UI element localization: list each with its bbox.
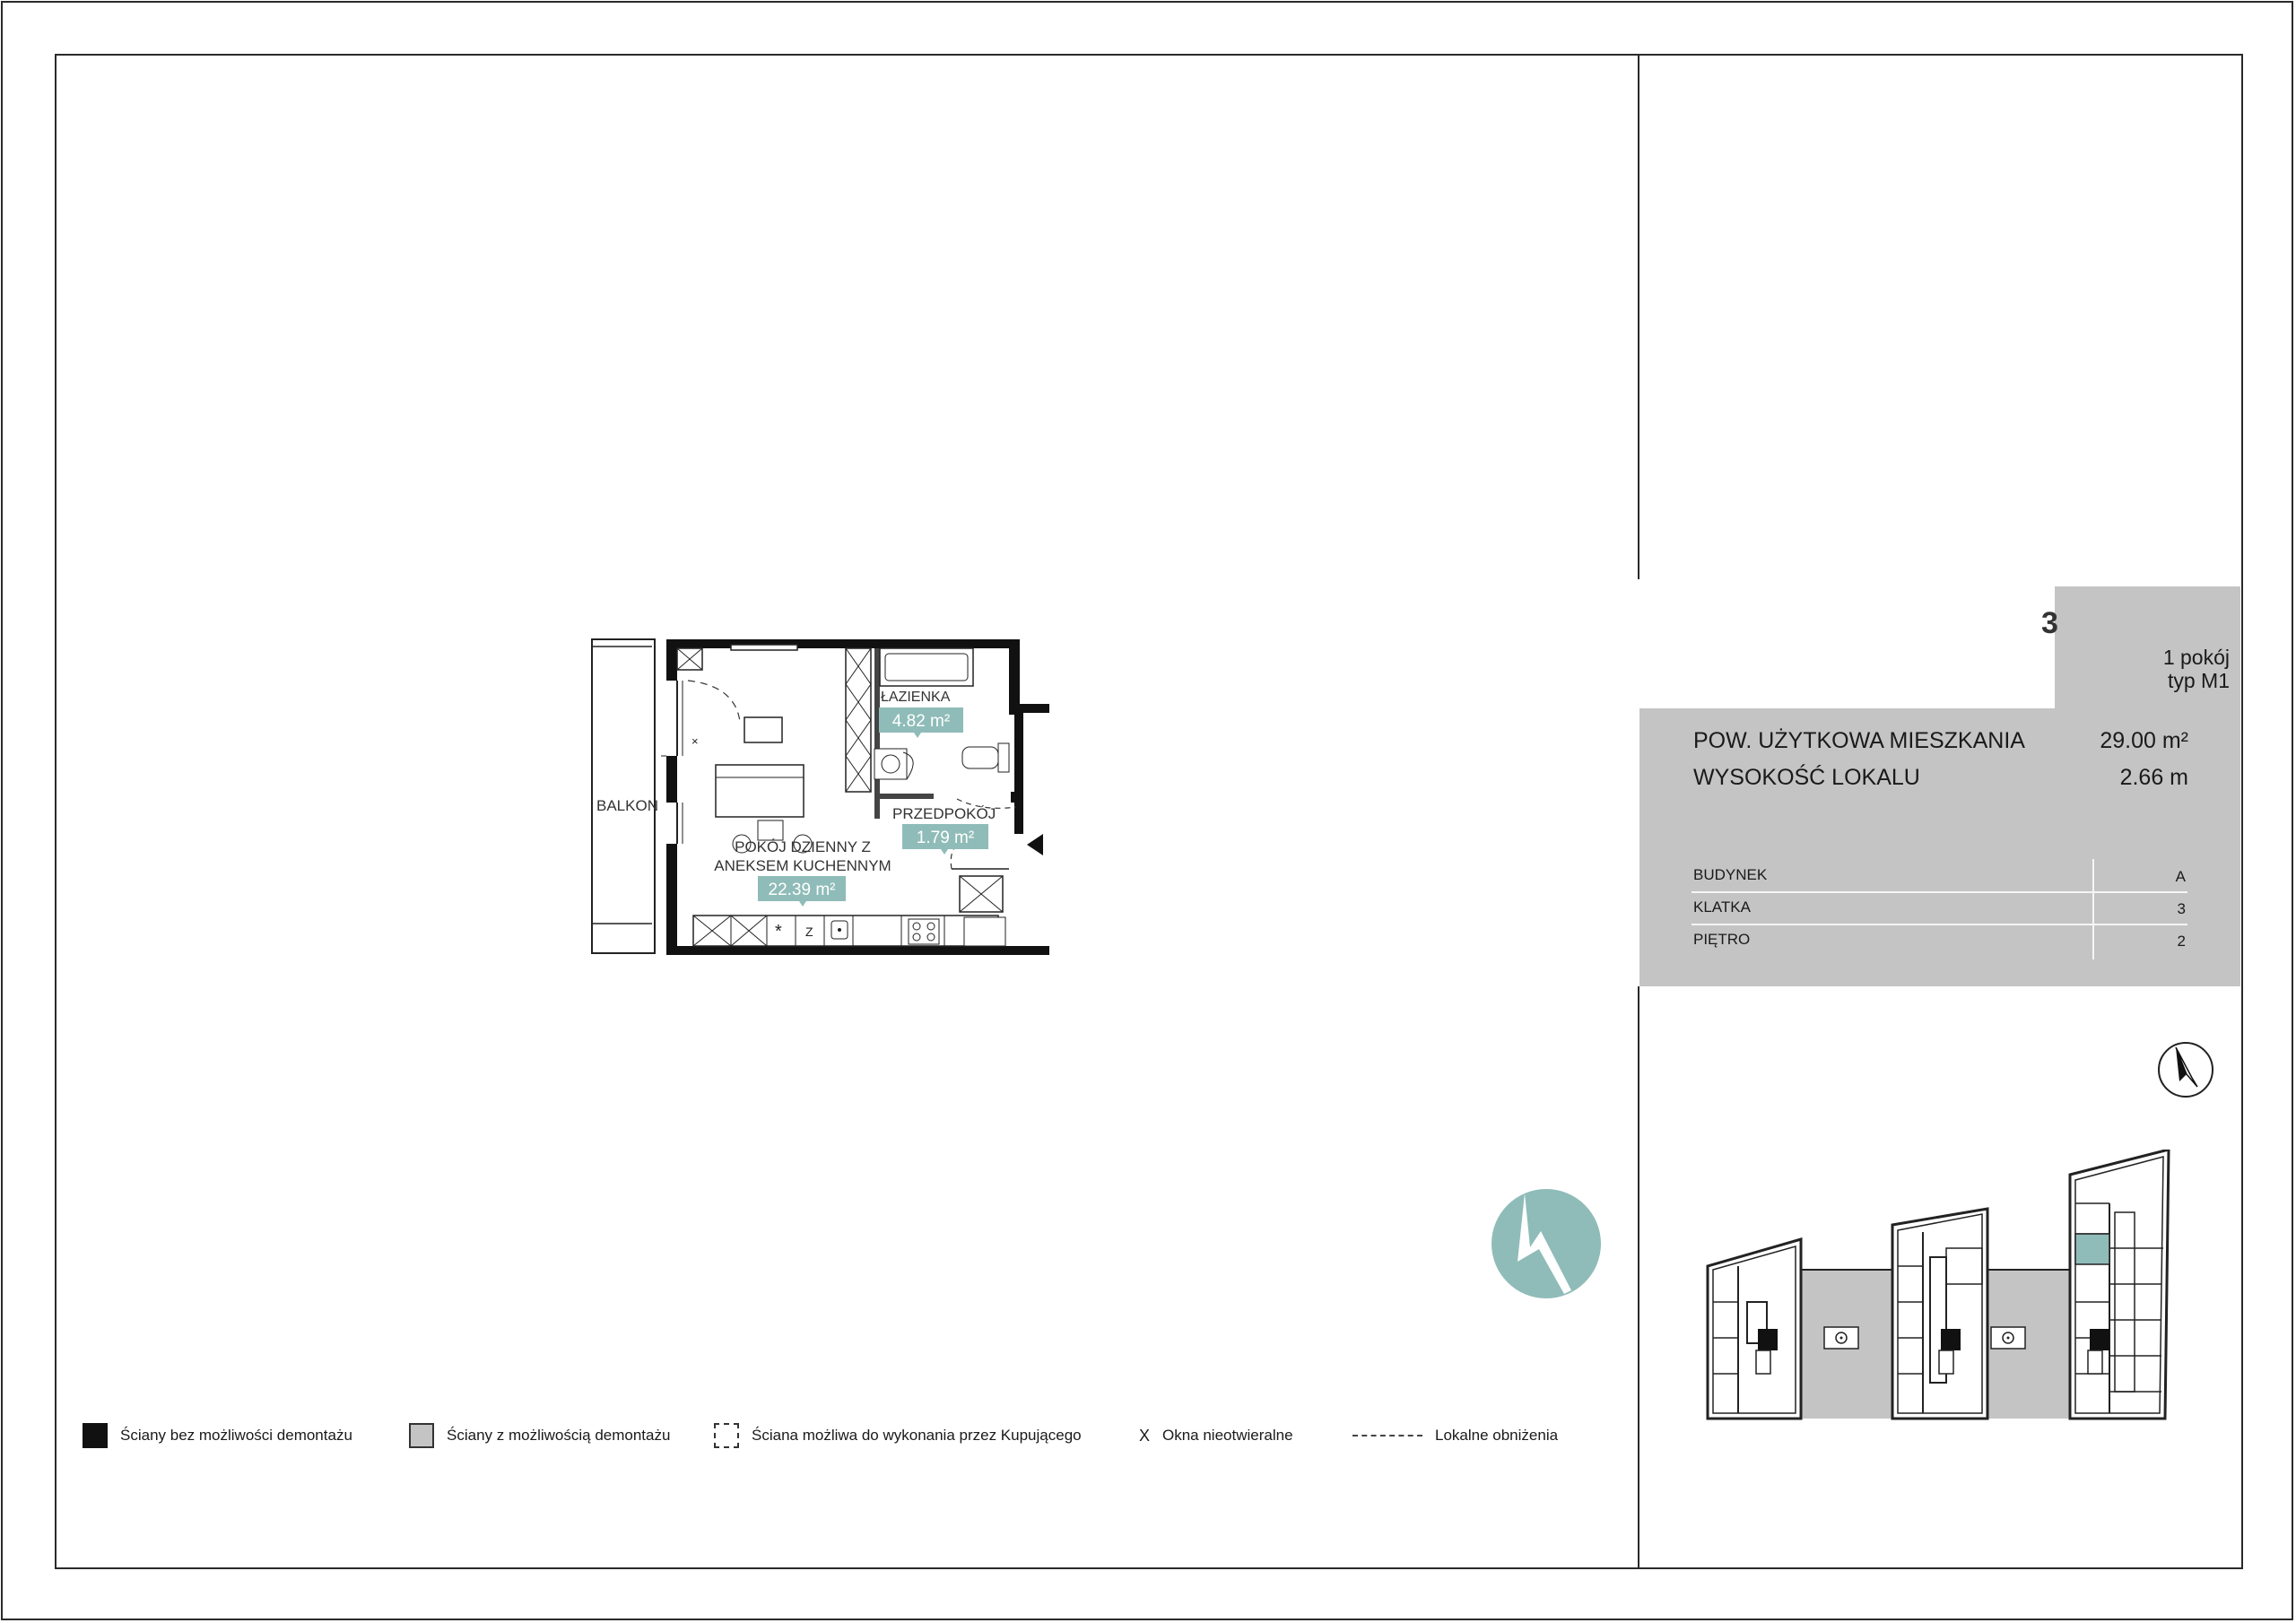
black-swatch-icon [83, 1423, 108, 1448]
meta-row-floor [1692, 925, 2187, 958]
height-value: 2.66 m [2119, 765, 2188, 790]
living-room-area: 22.39 m² [768, 881, 836, 899]
compass-icon [1491, 1188, 1602, 1299]
toilet [962, 747, 998, 768]
wall-bottom [666, 946, 1049, 955]
grey-swatch-icon [409, 1423, 434, 1448]
hall-area: 1.79 m² [916, 829, 975, 847]
panel-divider-bottom [1638, 986, 1639, 1569]
rooms-count: 1 pokój [2162, 646, 2230, 669]
legend-label: Ściany z możliwością demontażu [447, 1427, 671, 1444]
legend [81, 1419, 1632, 1452]
fridge-mark: Z [805, 924, 813, 939]
panel-divider-top [1638, 54, 1639, 579]
meta-label: PIĘTRO [1693, 931, 1751, 948]
balcony-label: BALKON [596, 797, 658, 814]
balcony-outline [592, 639, 655, 953]
north-arrow-icon [2156, 1040, 2215, 1099]
apartment-type-tab [2055, 586, 2240, 712]
legend-item-buyer-wall [714, 1419, 1082, 1452]
hall-label: PRZEDPOKÓJ [892, 805, 996, 822]
cooktop [909, 919, 939, 944]
meta-row-staircase [1692, 893, 2187, 925]
floor-plan [587, 632, 1049, 964]
meta-column-separator [2092, 859, 2094, 959]
washing-machine [874, 749, 907, 779]
meta-label: BUDYNEK [1693, 866, 1768, 883]
dashed-swatch-icon [714, 1423, 739, 1448]
sofa [716, 765, 804, 817]
bathroom-label: ŁAZIENKA [881, 690, 951, 705]
living-room-label-2: ANEKSEM KUCHENNYM [714, 857, 891, 874]
legend-label: Okna nieotwieralne [1162, 1427, 1293, 1444]
window-fixed-mark: × [691, 734, 699, 748]
meta-row-building [1692, 861, 2187, 893]
legend-label: Ściany bez możliwości demontażu [120, 1427, 352, 1444]
legend-item-fixed-windows [1132, 1419, 1293, 1452]
meta-value: 3 [2177, 900, 2186, 917]
meta-value: 2 [2177, 933, 2186, 950]
entrance-arrow-icon [1027, 834, 1043, 855]
legend-item-lowered-ceiling [1352, 1419, 1558, 1452]
freezer-mark: * [775, 922, 782, 942]
meta-label: KLATKA [1693, 898, 1751, 916]
bathroom-area: 4.82 m² [891, 712, 951, 731]
legend-item-removable-walls [409, 1419, 670, 1452]
height-label: WYSOKOŚĆ LOKALU [1693, 765, 1920, 790]
legend-item-fixed-walls [83, 1419, 352, 1452]
wall-inner [874, 648, 880, 819]
x-symbol: X [1138, 1426, 1150, 1445]
living-room-label-1: POKÓJ DZIENNY Z [735, 838, 871, 855]
apartment-type: typ M1 [2167, 669, 2230, 692]
usable-area-label: POW. UŻYTKOWA MIESZKANIA [1693, 728, 2025, 753]
wall-top [666, 639, 1018, 648]
usable-area-row [1693, 728, 2188, 754]
tab-edge-digit: 3 [2041, 606, 2058, 640]
dashed-line-icon [1352, 1435, 1422, 1436]
legend-label: Lokalne obniżenia [1435, 1427, 1559, 1444]
selected-unit-highlight [2075, 1234, 2109, 1264]
building-key-plan [1702, 1150, 2187, 1428]
legend-label: Ściana możliwa do wykonania przez Kupującego [752, 1427, 1082, 1444]
usable-area-value: 29.00 m² [2100, 728, 2188, 753]
height-row [1693, 765, 2188, 791]
meta-value: A [2175, 868, 2186, 885]
table [744, 717, 782, 742]
